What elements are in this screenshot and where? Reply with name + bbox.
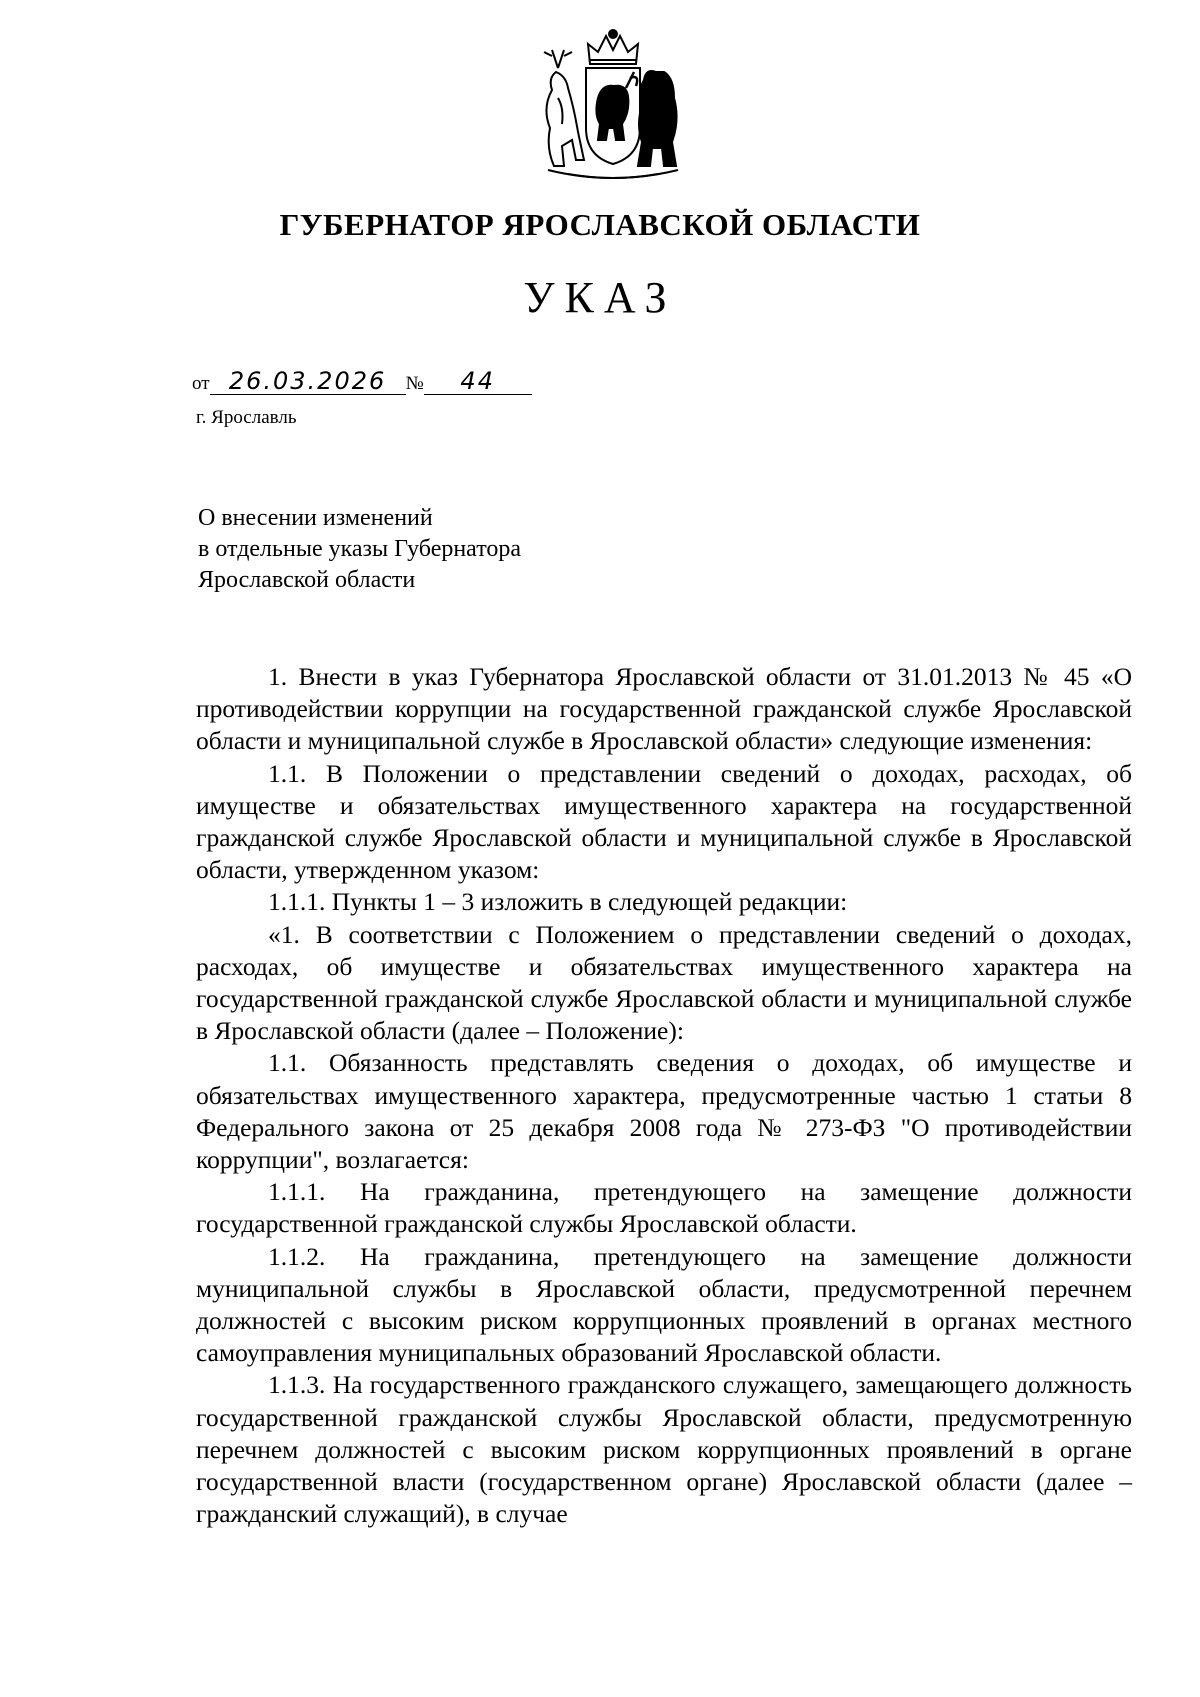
body-paragraph: 1.1.1. На гражданина, претендующего на замещение должности государственной гражданской службы Ярославской области.	[196, 1177, 1132, 1239]
number-prefix: №	[405, 373, 424, 394]
body-paragraph: 1.1.1. Пункты 1 – 3 изложить в следующей редакции:	[268, 887, 848, 917]
body-paragraph: 1.1.2. На гражданина, претендующего на замещение должности муниципальной службы в Ярославской области, предусмотренной перечнем должностей с высоким риском коррупционных проявлений в органах местного самоуправления муниципальных образований Ярославской области.	[196, 1241, 1132, 1368]
handwritten-number: 44	[424, 368, 532, 395]
document-body	[196, 661, 1132, 1530]
body-paragraph: 1.1.3. На государственного гражданского служащего, замещающего должность государственной гражданской службы Ярославской области, предусмотренную перечнем должностей с высоким риском коррупционных проявлений в органе государственной власти (государственном органе) Ярославской области (далее – гражданский служащий), в случае	[196, 1370, 1132, 1529]
handwritten-date: 26.03.2026	[210, 368, 406, 395]
body-paragraph: «1. В соответствии с Положением о представлении сведений о доходах, расходах, об имуществе и обязательствах имущественного характера на государственной гражданской службе Ярославской области и муниципальной службе в Ярославской области (далее – Положение):	[196, 919, 1132, 1046]
body-paragraph: 1.1. Обязанность представлять сведения о доходах, об имуществе и обязательствах имущественного характера, предусмотренные частью 1 статьи 8 Федерального закона от 25 декабря 2008 года № 273-ФЗ "О противодействии коррупции", возлагается:	[196, 1048, 1132, 1175]
date-prefix: от	[192, 373, 210, 394]
body-paragraph: 1.1. В Положении о представлении сведений о доходах, расходах, об имуществе и обязательствах имущественного характера на государственной гражданской службе Ярославской области и муниципальной службе в Ярославской области, утвержденном указом:	[196, 758, 1132, 885]
document-subject	[198, 503, 521, 596]
issuing-authority: ГУБЕРНАТОР ЯРОСЛАВСКОЙ ОБЛАСТИ	[279, 207, 921, 242]
body-paragraph: 1. Внести в указ Губернатора Ярославской области от 31.01.2013 № 45 «О противодействии коррупции на государственной гражданской службе Ярославской области и муниципальной службе в Ярославской области» следующие изменения:	[196, 662, 1132, 756]
subject-line: Ярославской области	[198, 567, 416, 593]
document-type-title: УКАЗ	[523, 273, 677, 322]
coat-of-arms-icon	[528, 28, 698, 184]
subject-line: О внесении изменений	[198, 505, 433, 531]
city-of-issue: г. Ярославль	[196, 407, 297, 428]
subject-line: в отдельные указы Губернатора	[198, 536, 522, 562]
date-number-line	[192, 368, 532, 395]
